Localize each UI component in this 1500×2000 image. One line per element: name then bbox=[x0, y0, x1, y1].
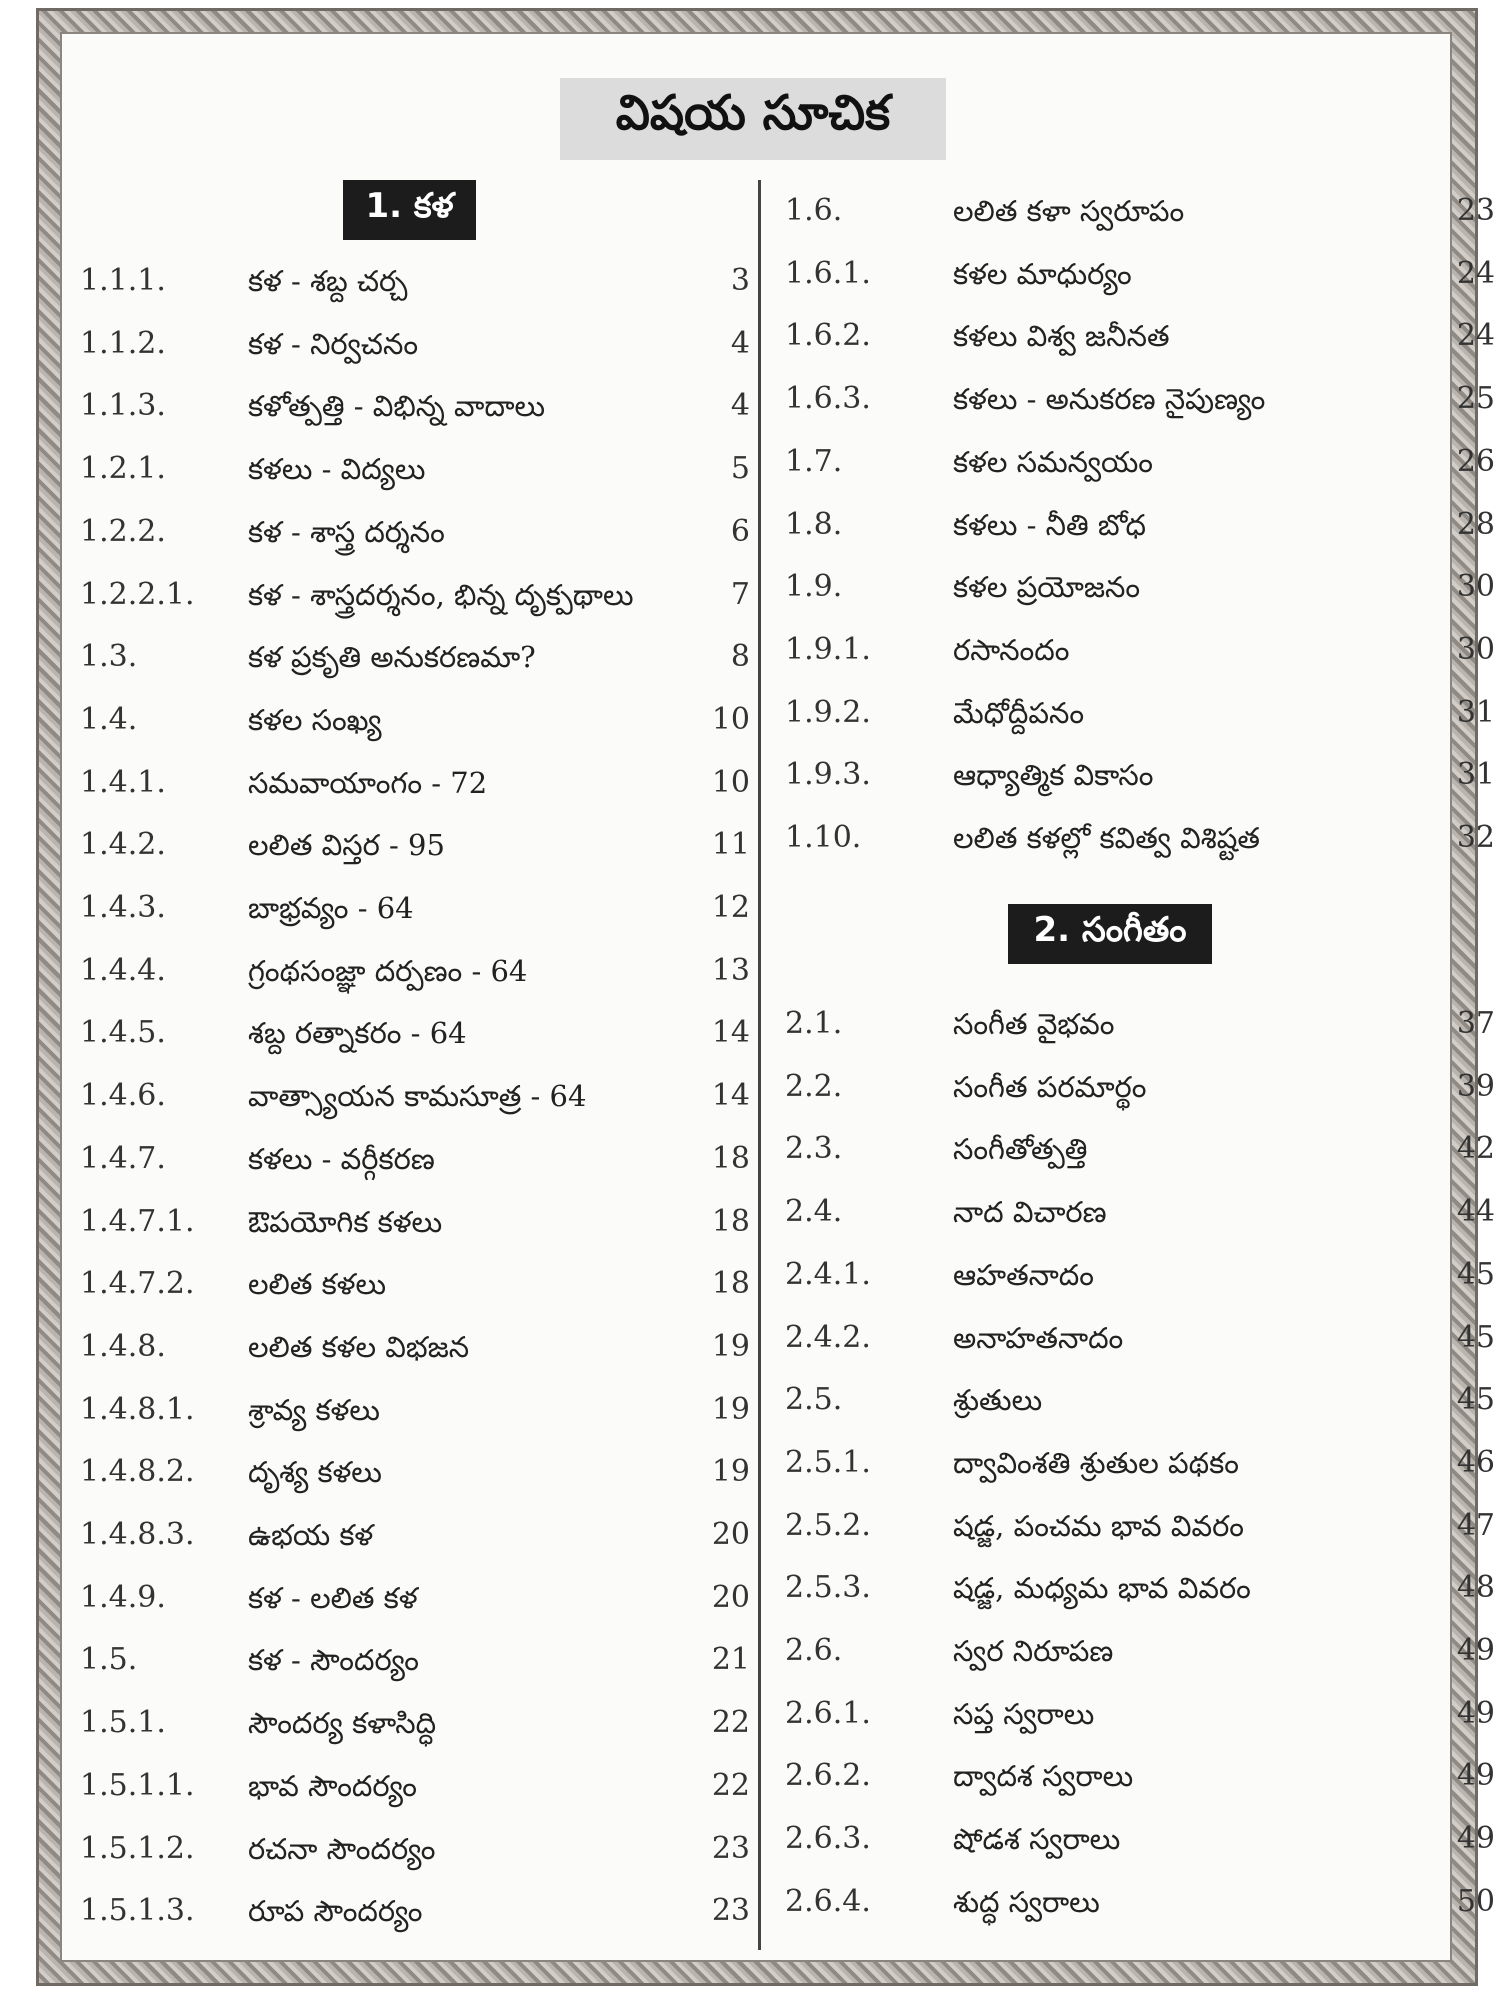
toc-entry bbox=[80, 564, 760, 626]
toc-entry-number: 1.3. bbox=[80, 639, 138, 675]
toc-entry-title: లలిత కళల్లో కవిత్వ విశిష్టత bbox=[953, 821, 1260, 855]
toc-entry-number: 1.4.8.1. bbox=[80, 1391, 195, 1427]
toc-entry bbox=[80, 1880, 760, 1942]
toc-entry-title: షడ్జ, మధ్యమ భావ వివరం bbox=[953, 1571, 1251, 1606]
toc-entry-page: 28 bbox=[1456, 506, 1495, 542]
toc-entry bbox=[80, 1441, 760, 1503]
toc-entry-title: కళలు - నీతి బోధ bbox=[953, 507, 1146, 542]
toc-entry-number: 1.4.8.3. bbox=[80, 1517, 195, 1552]
toc-entry-page: 48 bbox=[1456, 1570, 1495, 1606]
toc-entry-page: 23 bbox=[711, 1893, 750, 1929]
toc-entry-title: రూప సౌందర్యం bbox=[248, 1894, 423, 1929]
toc-entry bbox=[80, 1818, 760, 1880]
toc-entry-title: మేధోద్దీపనం bbox=[953, 695, 1085, 730]
toc-entry-page: 45 bbox=[1456, 1382, 1495, 1418]
toc-entry bbox=[785, 1745, 1500, 1807]
toc-entry-page: 39 bbox=[1456, 1068, 1495, 1104]
toc-entry-title: బాభ్రవ్యం - 64 bbox=[248, 891, 414, 925]
toc-entry-title: రసానందం bbox=[953, 632, 1070, 667]
toc-entry-title: నాద విచారణ bbox=[953, 1195, 1107, 1230]
toc-entry-title: లలిత కళలు bbox=[248, 1267, 387, 1302]
toc-entry bbox=[80, 438, 760, 500]
toc-entry-title: శ్రావ్య కళలు bbox=[248, 1392, 380, 1427]
toc-entry-page: 24 bbox=[1456, 318, 1495, 354]
toc-entry-number: 1.5.1.2. bbox=[80, 1830, 195, 1866]
toc-entry-page: 11 bbox=[711, 827, 750, 863]
toc-entry-page: 49 bbox=[1456, 1695, 1495, 1731]
toc-entry-title: సంగీత పరమార్థం bbox=[953, 1069, 1147, 1104]
toc-entry bbox=[80, 814, 760, 876]
toc-entry bbox=[80, 752, 760, 814]
toc-entry-number: 1.6.3. bbox=[785, 381, 871, 417]
toc-entry-number: 2.6.2. bbox=[785, 1758, 871, 1794]
toc-entry bbox=[80, 1128, 760, 1190]
toc-entry bbox=[785, 1620, 1500, 1682]
toc-entry-number: 1.1.3. bbox=[80, 388, 166, 424]
section-heading-sangeetham: 2. సంగీతం bbox=[1008, 904, 1212, 964]
toc-entry-title: సంగీతోత్పత్తి bbox=[953, 1132, 1088, 1167]
toc-entry-number: 1.5.1. bbox=[80, 1705, 166, 1741]
toc-entry-number: 1.4.7.1. bbox=[80, 1203, 195, 1239]
toc-entry-page: 13 bbox=[711, 952, 750, 988]
toc-entry-number: 2.6. bbox=[785, 1633, 843, 1668]
toc-entry-title: ద్వాదశ స్వరాలు bbox=[953, 1759, 1134, 1794]
toc-entry-number: 2.4.1. bbox=[785, 1256, 871, 1292]
toc-entry bbox=[785, 993, 1500, 1055]
toc-entry bbox=[785, 1307, 1500, 1369]
toc-entry bbox=[785, 682, 1500, 744]
toc-entry-number: 2.3. bbox=[785, 1131, 843, 1167]
toc-entry-page: 45 bbox=[1456, 1256, 1495, 1292]
toc-entry bbox=[80, 1002, 760, 1064]
toc-entry bbox=[80, 1504, 760, 1566]
toc-entry bbox=[785, 1244, 1500, 1306]
toc-entry-number: 1.9.2. bbox=[785, 694, 871, 730]
toc-entry-title: లలిత కళా స్వరూపం bbox=[953, 194, 1185, 228]
toc-entry-number: 1.4.4. bbox=[80, 952, 166, 988]
toc-entry-number: 1.6.2. bbox=[785, 318, 871, 354]
toc-entry-number: 1.5.1.3. bbox=[80, 1893, 195, 1929]
toc-entry bbox=[80, 250, 760, 312]
toc-entry bbox=[785, 1871, 1500, 1933]
toc-entry-title: కళ - శాస్త్ర దర్శనం bbox=[248, 514, 445, 549]
toc-entry-page: 18 bbox=[711, 1203, 750, 1239]
toc-entry-number: 1.4.8. bbox=[80, 1328, 166, 1364]
toc-entry-title: షోడశ స్వరాలు bbox=[953, 1822, 1121, 1857]
toc-entry bbox=[785, 1495, 1500, 1557]
toc-entry bbox=[785, 1808, 1500, 1870]
toc-entry-number: 1.1.1. bbox=[80, 263, 166, 298]
toc-entry-title: స్వర నిరూపణ bbox=[953, 1634, 1114, 1668]
toc-entry-page: 30 bbox=[1456, 569, 1495, 605]
toc-entry-title: ద్వావింశతి శ్రుతుల పథకం bbox=[953, 1445, 1239, 1480]
toc-entry-page: 22 bbox=[711, 1705, 750, 1741]
toc-entry-number: 2.6.3. bbox=[785, 1821, 871, 1857]
toc-entry bbox=[80, 1253, 760, 1315]
toc-entry-title: కళలు - వర్గీకరణ bbox=[248, 1141, 435, 1176]
toc-entry-number: 1.8. bbox=[785, 506, 843, 542]
section-heading-kala: 1. కళ bbox=[343, 180, 476, 240]
toc-entry bbox=[785, 180, 1500, 242]
toc-entry-number: 2.2. bbox=[785, 1068, 843, 1104]
toc-entry-page: 23 bbox=[1456, 193, 1495, 228]
toc-entry-page: 18 bbox=[711, 1266, 750, 1302]
toc-entry bbox=[80, 1191, 760, 1253]
toc-entry-title: వాత్స్యాయన కామసూత్ర - 64 bbox=[248, 1079, 587, 1114]
toc-entry-page: 4 bbox=[730, 325, 750, 361]
toc-entry-page: 22 bbox=[711, 1767, 750, 1803]
toc-entry-title: కళ - శబ్ద చర్చ bbox=[248, 264, 408, 298]
toc-entry-page: 49 bbox=[1456, 1821, 1495, 1857]
toc-entry-page: 26 bbox=[1456, 443, 1495, 479]
toc-entry-page: 49 bbox=[1456, 1633, 1495, 1668]
toc-entry-page: 3 bbox=[730, 263, 750, 298]
toc-entry-title: కళల సమన్వయం bbox=[953, 444, 1153, 479]
toc-entry-title: గ్రంథసంజ్ఞా దర్పణం - 64 bbox=[248, 953, 528, 988]
toc-entry-number: 1.4.7.2. bbox=[80, 1266, 195, 1302]
toc-entry-page: 21 bbox=[711, 1642, 750, 1678]
toc-entry-number: 1.7. bbox=[785, 443, 843, 479]
toc-entry-number: 1.4.9. bbox=[80, 1579, 166, 1615]
toc-entry-page: 46 bbox=[1456, 1444, 1495, 1480]
toc-entry-page: 30 bbox=[1456, 631, 1495, 667]
toc-entry-number: 1.4.2. bbox=[80, 827, 166, 863]
toc-entry bbox=[80, 1692, 760, 1754]
toc-entry-page: 19 bbox=[711, 1391, 750, 1427]
toc-entry-number: 2.6.1. bbox=[785, 1695, 871, 1731]
toc-entry bbox=[80, 501, 760, 563]
toc-entry-page: 5 bbox=[730, 451, 750, 487]
toc-entry-number: 1.5. bbox=[80, 1642, 138, 1678]
toc-entry bbox=[785, 1181, 1500, 1243]
toc-entry-page: 31 bbox=[1456, 757, 1495, 793]
toc-entry bbox=[785, 368, 1500, 430]
toc-entry-number: 2.6.4. bbox=[785, 1883, 871, 1919]
toc-entry-page: 25 bbox=[1456, 381, 1495, 417]
toc-entry-number: 2.5.2. bbox=[785, 1507, 871, 1543]
toc-entry-title: కళలు - అనుకరణ నైపుణ్యం bbox=[953, 382, 1266, 417]
toc-entry-page: 47 bbox=[1456, 1507, 1495, 1543]
toc-entry-page: 18 bbox=[711, 1140, 750, 1176]
toc-entry bbox=[80, 1567, 760, 1629]
toc-entry-number: 2.5.3. bbox=[785, 1570, 871, 1606]
toc-entry-number: 1.6. bbox=[785, 193, 843, 228]
toc-entry-page: 31 bbox=[1456, 694, 1495, 730]
toc-entry bbox=[785, 1557, 1500, 1619]
toc-entry-title: ఆధ్యాత్మిక వికాసం bbox=[953, 758, 1154, 793]
toc-entry-page: 20 bbox=[711, 1579, 750, 1615]
toc-entry-title: సమవాయాంగం - 72 bbox=[248, 765, 488, 800]
toc-entry-title: కళల మాధుర్యం bbox=[953, 256, 1132, 291]
toc-entry-title: ఉభయ కళ bbox=[248, 1518, 374, 1552]
toc-entry bbox=[80, 1755, 760, 1817]
toc-entry-title: రచనా సౌందర్యం bbox=[248, 1831, 436, 1866]
toc-entry-number: 1.4. bbox=[80, 701, 138, 737]
toc-entry bbox=[785, 1056, 1500, 1118]
toc-entry bbox=[785, 807, 1500, 869]
toc-entry-page: 10 bbox=[711, 701, 750, 737]
toc-entry bbox=[80, 1316, 760, 1378]
toc-entry-title: ఆహతనాదం bbox=[953, 1257, 1094, 1292]
toc-entry-number: 1.4.1. bbox=[80, 764, 166, 800]
toc-entry-title: కళోత్పత్తి - విభిన్న వాదాలు bbox=[248, 389, 546, 424]
toc-entry bbox=[785, 744, 1500, 806]
toc-entry-number: 2.4. bbox=[785, 1194, 843, 1230]
toc-entry-number: 1.2.2. bbox=[80, 513, 166, 549]
toc-entry-title: ఔపయోగిక కళలు bbox=[248, 1204, 443, 1239]
toc-entry-title: అనాహతనాదం bbox=[953, 1320, 1124, 1355]
toc-entry bbox=[785, 1369, 1500, 1431]
toc-entry-title: కళ - నిర్వచనం bbox=[248, 326, 419, 361]
toc-entry-title: భావ సౌందర్యం bbox=[248, 1768, 417, 1803]
toc-entry-title: లలిత కళల విభజన bbox=[248, 1329, 470, 1364]
toc-entry-number: 1.5.1.1. bbox=[80, 1767, 195, 1803]
toc-entry bbox=[80, 689, 760, 751]
toc-entry-title: లలిత విస్తర - 95 bbox=[248, 828, 445, 863]
toc-entry-page: 45 bbox=[1456, 1319, 1495, 1355]
toc-entry-page: 4 bbox=[730, 388, 750, 424]
toc-entry bbox=[785, 1118, 1500, 1180]
toc-entry-number: 1.10. bbox=[785, 820, 862, 855]
toc-entry-number: 1.9.3. bbox=[785, 757, 871, 793]
toc-entry-title: కళ - లలిత కళ bbox=[248, 1580, 418, 1615]
toc-entry-page: 32 bbox=[1456, 820, 1495, 855]
toc-entry-number: 1.2.1. bbox=[80, 451, 166, 487]
toc-entry-number: 2.5.1. bbox=[785, 1444, 871, 1480]
toc-entry-page: 12 bbox=[711, 890, 750, 925]
toc-entry-number: 1.1.2. bbox=[80, 325, 166, 361]
toc-entry-page: 14 bbox=[711, 1078, 750, 1114]
toc-entry-number: 2.4.2. bbox=[785, 1319, 871, 1355]
toc-entry-number: 1.4.6. bbox=[80, 1078, 166, 1114]
toc-entry bbox=[785, 1683, 1500, 1745]
toc-entry-page: 19 bbox=[711, 1454, 750, 1490]
toc-entry-title: సంగీత వైభవం bbox=[953, 1007, 1115, 1041]
toc-entry-page: 8 bbox=[730, 639, 750, 675]
toc-entry bbox=[80, 313, 760, 375]
toc-entry-title: శబ్ద రత్నాకరం - 64 bbox=[248, 1016, 467, 1051]
toc-entry bbox=[80, 1379, 760, 1441]
toc-entry-title: కళలు - విద్యలు bbox=[248, 452, 426, 487]
toc-entry-title: శుద్ధ స్వరాలు bbox=[953, 1884, 1100, 1919]
toc-entry-page: 23 bbox=[711, 1830, 750, 1866]
toc-entry-page: 24 bbox=[1456, 255, 1495, 291]
toc-entry bbox=[785, 431, 1500, 493]
toc-entry-page: 37 bbox=[1456, 1006, 1495, 1041]
toc-entry-number: 1.9.1. bbox=[785, 631, 871, 667]
toc-entry bbox=[785, 305, 1500, 367]
toc-entry-number: 1.4.3. bbox=[80, 890, 166, 925]
toc-entry-number: 1.4.8.2. bbox=[80, 1454, 195, 1490]
toc-entry-title: కళలు విశ్వ జనీనత bbox=[953, 319, 1170, 354]
toc-entry-number: 2.1. bbox=[785, 1006, 843, 1041]
toc-entry bbox=[785, 1432, 1500, 1494]
toc-entry-page: 42 bbox=[1456, 1131, 1495, 1167]
toc-entry-page: 20 bbox=[711, 1517, 750, 1552]
toc-entry bbox=[80, 877, 760, 939]
toc-entry bbox=[80, 1629, 760, 1691]
toc-entry-title: సౌందర్య కళాసిద్ధి bbox=[248, 1706, 437, 1741]
toc-entry-title: కళ - శాస్త్రదర్శనం, భిన్న దృక్పథాలు bbox=[248, 577, 634, 612]
toc-entry-title: కళల సంఖ్య bbox=[248, 702, 382, 737]
toc-entry bbox=[785, 243, 1500, 305]
toc-entry-title: సప్త స్వరాలు bbox=[953, 1696, 1095, 1731]
toc-entry-page: 44 bbox=[1456, 1194, 1495, 1230]
toc-entry-page: 14 bbox=[711, 1015, 750, 1051]
toc-entry bbox=[785, 494, 1500, 556]
toc-entry-page: 49 bbox=[1456, 1758, 1495, 1794]
toc-entry-number: 1.4.7. bbox=[80, 1140, 166, 1176]
toc-entry-number: 1.9. bbox=[785, 569, 843, 605]
toc-entry bbox=[80, 940, 760, 1002]
toc-entry-page: 19 bbox=[711, 1328, 750, 1364]
toc-entry-title: కళ ప్రకృతి అనుకరణమా? bbox=[248, 640, 536, 675]
toc-entry bbox=[785, 556, 1500, 618]
toc-entry bbox=[80, 626, 760, 688]
toc-entry-title: కళ - సౌందర్యం bbox=[248, 1643, 420, 1678]
toc-entry-number: 1.2.2.1. bbox=[80, 576, 195, 612]
toc-entry-title: శ్రుతులు bbox=[953, 1383, 1043, 1418]
toc-entry-number: 2.5. bbox=[785, 1382, 843, 1418]
toc-entry-page: 50 bbox=[1456, 1883, 1495, 1919]
toc-entry-number: 1.4.5. bbox=[80, 1015, 166, 1051]
toc-entry-title: కళల ప్రయోజనం bbox=[953, 570, 1141, 605]
toc-entry bbox=[785, 619, 1500, 681]
toc-entry-page: 10 bbox=[711, 764, 750, 800]
toc-entry-title: షడ్జ, పంచమ భావ వివరం bbox=[953, 1508, 1245, 1543]
toc-entry-page: 7 bbox=[730, 576, 750, 612]
toc-entry-title: దృశ్య కళలు bbox=[248, 1455, 382, 1490]
toc-entry-number: 1.6.1. bbox=[785, 255, 871, 291]
page-title: విషయ సూచిక bbox=[560, 78, 946, 160]
toc-entry bbox=[80, 375, 760, 437]
toc-entry bbox=[80, 1065, 760, 1127]
toc-entry-page: 6 bbox=[730, 513, 750, 549]
